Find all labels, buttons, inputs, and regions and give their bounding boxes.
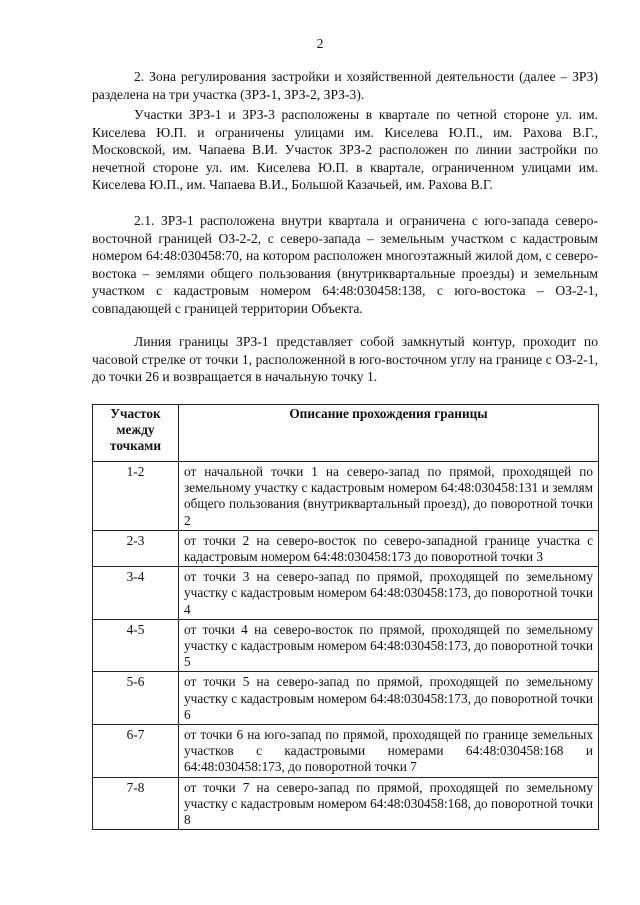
- table-row: [93, 619, 599, 672]
- segment-cell: 3-4: [93, 567, 179, 620]
- table-row: [93, 672, 599, 725]
- header-segment: Участок между точками: [93, 405, 179, 462]
- boundary-table: [92, 404, 599, 830]
- table-row: [93, 777, 599, 830]
- table-header-row: [93, 405, 599, 462]
- segment-cell: 2-3: [93, 530, 179, 566]
- paragraph-zrz-intro: 2. Зона регулирования застройки и хозяйственной деятельности (далее – ЗРЗ) разделена на три участка (ЗРЗ-1, ЗРЗ-2, ЗРЗ-3).: [92, 69, 598, 102]
- paragraph-zrz1-bounds: 2.1. ЗРЗ-1 расположена внутри квартала и ограничена с юго-запада северо-восточной границей ОЗ-2-2, с северо-запада – земельным участком с кадастровым номером 64:48:030458:70, на котором расположен многоэтажный жилой дом, с северо-востока – землями общего пользования (внутриквартальные проезды) и земельным участком с кадастровым номером 64:48:030458:138, с юго-востока – ОЗ-2-1, совпадающей с границей территории Объекта.: [92, 213, 598, 316]
- table-row: [93, 462, 599, 531]
- description-cell: от начальной точки 1 на северо-запад по прямой, проходящей по земельному участку с кадастровым номером 64:48:030458:131 и землям общего пользования (внутриквартальный проезд), до поворотной точки 2: [179, 462, 599, 531]
- segment-cell: 7-8: [93, 777, 179, 830]
- segment-cell: 6-7: [93, 725, 179, 778]
- table-row: [93, 567, 599, 620]
- segment-cell: 4-5: [93, 619, 179, 672]
- description-cell: от точки 6 на юго-запад по прямой, проходящей по границе земельных участков с кадастровыми номерами 64:48:030458:168 и 64:48:030458:173, до поворотной точки 7: [179, 725, 599, 778]
- segment-cell: 1-2: [93, 462, 179, 531]
- description-cell: от точки 4 на северо-восток по прямой, проходящей по земельному участку с кадастровым номером 64:48:030458:173, до поворотной точки 5: [179, 619, 599, 672]
- description-cell: от точки 2 на северо-восток по северо-западной границе участка с кадастровым номером 64:48:030458:173 до поворотной точки 3: [179, 530, 599, 566]
- segment-cell: 5-6: [93, 672, 179, 725]
- paragraph-zrz-locations: Участки ЗРЗ-1 и ЗРЗ-3 расположены в квартале по четной стороне ул. им. Киселева Ю.П. и ограничены улицами им. Киселева Ю.П., им. Рахова В.Г., Московской, им. Чапаева В.И. Участок ЗРЗ-2 расположен по линии застройки по нечетной стороне ул. им. Киселева Ю.П. в квартале, ограниченном улицами им. Киселева Ю.П., им. Чапаева В.И., Большой Казачьей, им. Рахова В.Г.: [92, 107, 598, 193]
- description-cell: от точки 5 на северо-запад по прямой, проходящей по земельному участку с кадастровым номером 64:48:030458:173, до поворотной точки 6: [179, 672, 599, 725]
- page-number: 2: [316, 36, 324, 51]
- header-description: Описание прохождения границы: [179, 405, 599, 462]
- table-row: [93, 725, 599, 778]
- description-cell: от точки 7 на северо-запад по прямой, проходящей по земельному участку с кадастровым номером 64:48:030458:168, до поворотной точки 8: [179, 777, 599, 830]
- paragraph-zrz1-contour: Линия границы ЗРЗ-1 представляет собой замкнутый контур, проходит по часовой стрелке от точки 1, расположенной в юго-восточном углу на границе с ОЗ-2-1, до точки 26 и возвращается в начальную точку 1.: [92, 334, 598, 385]
- description-cell: от точки 3 на северо-запад по прямой, проходящей по земельному участку с кадастровым номером 64:48:030458:173, до поворотной точки 4: [179, 567, 599, 620]
- table-row: [93, 530, 599, 566]
